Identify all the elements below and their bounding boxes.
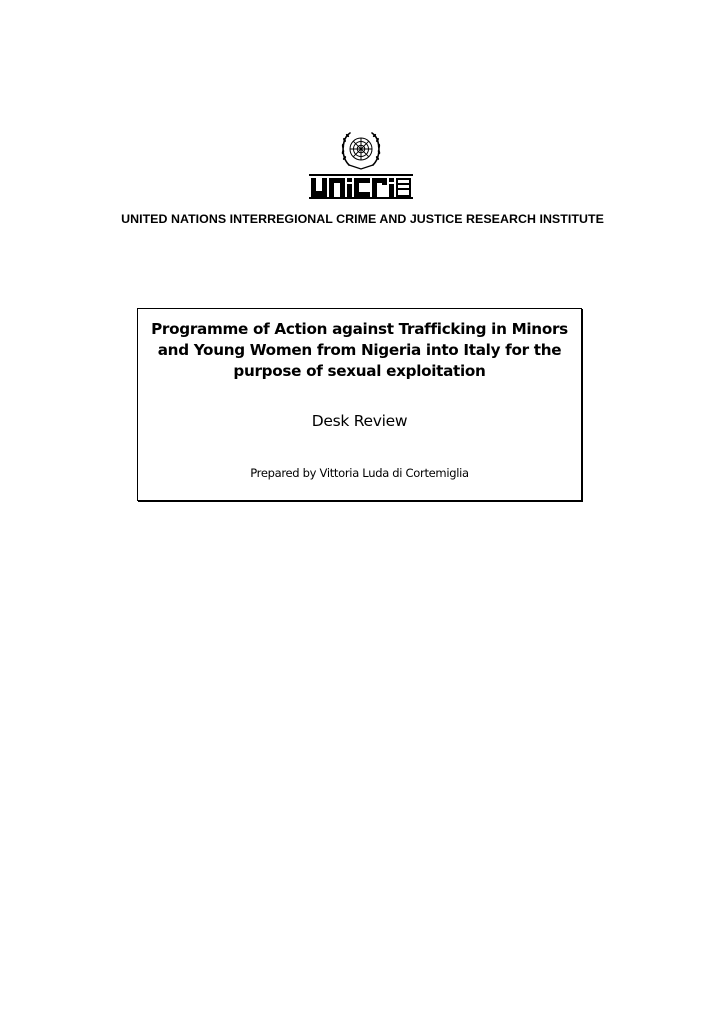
- un-emblem-icon: [340, 130, 382, 172]
- document-title-line: purpose of sexual exploitation: [233, 362, 486, 380]
- document-title: [138, 319, 581, 382]
- document-title-line: Programme of Action against Trafficking in Minors: [151, 320, 568, 338]
- document-subtitle: Desk Review: [311, 412, 408, 430]
- document-author: Prepared by Vittoria Luda di Cortemiglia: [250, 466, 469, 480]
- title-box: [137, 308, 582, 501]
- institute-name: UNITED NATIONS INTERREGIONAL CRIME AND JUSTICE RESEARCH INSTITUTE: [121, 212, 604, 226]
- document-title-line: and Young Women from Nigeria into Italy for the: [157, 341, 562, 359]
- unicri-logo: [309, 174, 413, 199]
